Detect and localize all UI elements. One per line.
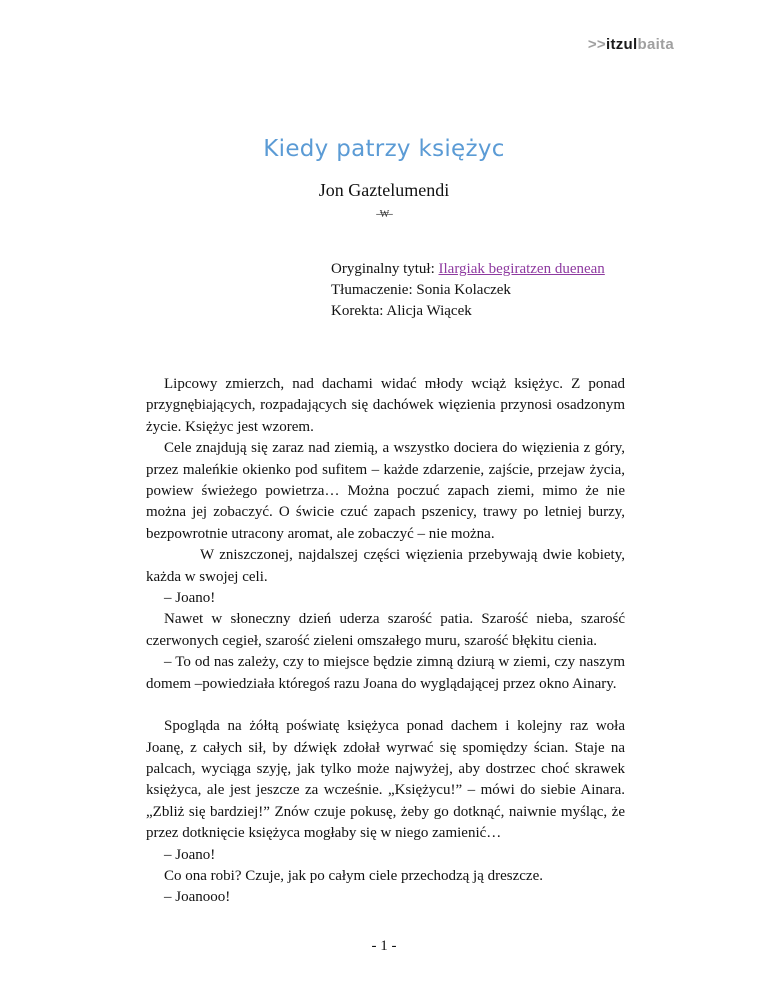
credits-block (331, 259, 605, 322)
author-name: Jon Gaztelumendi (318, 180, 450, 200)
story-body (146, 374, 625, 909)
proofreading-credit: Korekta: Alicja Wiącek (331, 303, 472, 319)
section-gap (146, 695, 625, 716)
logo-baita: baita (637, 36, 674, 53)
paragraph: Spogląda na żółtą poświatę księżyca ponad dachem i kolejny raz woła Joanę, z całych sił, by dźwięk zdołał wyrwać się spomiędzy ścian. Staje na palcach, wyciąga szyję, jak tylko może najwyżej, aby dostrzec choć skrawek księżyca, ale jest jeszcze za wcześnie. „Księżycu!” – mówi do siebie Ainara. „Zbliż się bardziej!” Znów czuje pokusę, żeby go dotknąć, naiwnie myśląc, że przez dotknięcie księżyca mogłaby się w niego zamienić… (146, 718, 625, 842)
original-title-link[interactable]: Ilargiak begiratzen duenean (438, 261, 605, 277)
paragraph: – Joano! (164, 846, 216, 863)
ornament-divider: –₩– (375, 209, 393, 220)
paragraph: – Joanooo! (164, 889, 231, 906)
paragraph: – Joano! (164, 590, 216, 607)
itzulbaita-logo (588, 36, 674, 53)
paragraph: W zniszczonej, najdalszej części więzienia przebywają dwie kobiety, każda w swojej celi. (146, 547, 625, 585)
page-number: - 1 - (371, 938, 397, 954)
story-title: Kiedy patrzy księżyc (263, 136, 505, 162)
original-title-label: Oryginalny tytuł: (331, 261, 439, 277)
paragraph: – To od nas zależy, czy to miejsce będzie zimną dziurą w ziemi, czy naszym domem –powiedziała któregoś razu Joana do wyglądającej przez okno Ainary. (146, 654, 625, 692)
paragraph: Co ona robi? Czuje, jak po całym ciele przechodzą ją dreszcze. (164, 867, 543, 884)
paragraph: Cele znajdują się zaraz nad ziemią, a wszystko dociera do więzienia z góry, przez maleńkie okienko pod sufitem – każde zdarzenie, zajście, przejaw życia, powiew świeżego powietrza… Można poczuć zapach ziemi, mimo że nie można jej zobaczyć. O świcie czuć zapach pszenicy, trawy po letniej burzy, bezpowrotnie utracony aromat, ale zobaczyć – nie można. (146, 440, 625, 542)
paragraph: Nawet w słoneczny dzień uderza szarość patia. Szarość nieba, szarość czerwonych cegieł, szarość zieleni omszałego muru, szarość błękitu cienia. (146, 611, 625, 649)
original-title-line (331, 259, 605, 280)
logo-itzul: itzul (605, 36, 638, 53)
paragraph: Lipcowy zmierzch, nad dachami widać młody wciąż księżyc. Z ponad przygnębiających, rozpadających się dachówek więzienia przynosi osadzonym życie. Księżyc jest wzorem. (146, 376, 625, 435)
logo-arrows: >> (587, 36, 606, 53)
translation-credit: Tłumaczenie: Sonia Kolaczek (331, 282, 511, 298)
